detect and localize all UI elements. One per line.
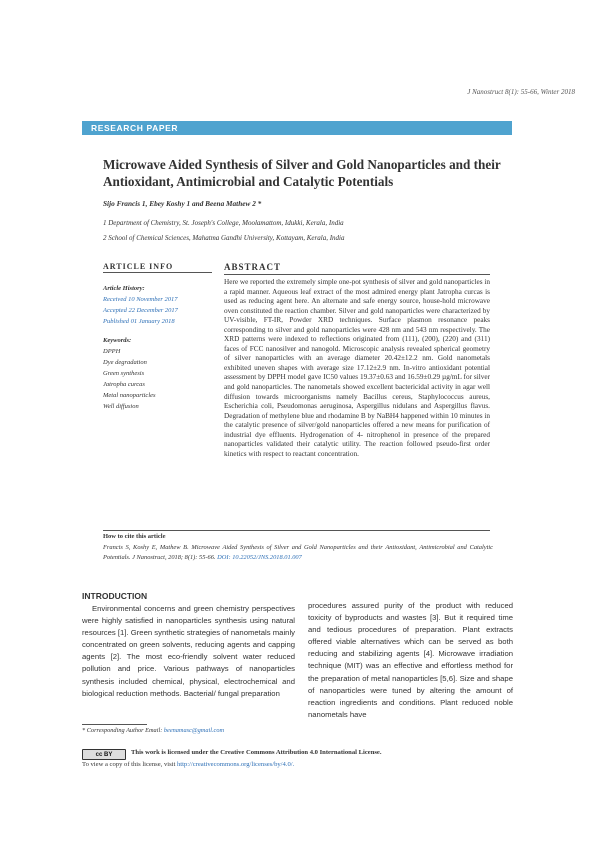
section-band-label: RESEARCH PAPER bbox=[91, 123, 179, 133]
keyword-item: DPPH bbox=[103, 348, 121, 355]
introduction-heading: INTRODUCTION bbox=[82, 591, 148, 601]
journal-reference: J Nanostruct 8(1): 55-66, Winter 2018 bbox=[467, 88, 575, 96]
license-url-link[interactable]: http://creativecommons.org/licenses/by/4.0/. bbox=[176, 761, 295, 768]
corresponding-author-footnote bbox=[82, 727, 224, 734]
citation-text bbox=[103, 543, 493, 562]
section-band bbox=[82, 121, 512, 135]
abstract-text: Here we reported the extremely simple one-pot synthesis of silver and gold nanoparticles in a rapid manner. Aqueous leaf extract of the most admired energy plant Jatropha curcas is used as reducing agent here. An alternate and safe energy source, house-hold microwave oven constituted the reaction chamber. Silver and gold nanoparticles were characterized by UV-visible, FT-IR, Powder XRD techniques. Surface plasmon resonance peaks corresponding to silver and gold nanoparticles were 428 nm and 543 nm respectively. The XRD patterns were indexed to reflections originated from (111), (200), (220) and (311) faces of FCC nanosilver and nanogold. Microscopic analysis revealed spherical geometry of silver nanoparticles with an average diameter 20.42±12.2 nm. Gold nanometals exhibited uneven shapes with average size 17.12±2.9 nm. In-vitro antioxidant potential assessment by DPPH model gave IC50 values 19.37±0.63 and 16.59±0.29 µg/mL for silver and gold nanoparticles. The nanometals showed excellent bactericidal activity in agar well diffusion towards microorganisms namely Bacillus cereus, Staphylococcus aureus, Escherichia coli, Pseudomonas aeruginosa, Aspergillus nidulans and Aspergillus flavus. Degradation of methylene blue and rhodamine B by NaBH4 happened within 10 minutes in the catalytic presence of silver/gold nanoparticles offered a new means for purification of industrial dye effluents. Hydrogenation of 4- nitrophenol in presence of the prepared nanoparticles validated their catalytic utility. The reaction followed pseudo-first order kinetics with respect to reactant concentration. bbox=[224, 278, 490, 458]
abstract-rule bbox=[224, 274, 490, 275]
keyword-item: Green synthesis bbox=[103, 370, 145, 377]
affiliation-2: 2 School of Chemical Sciences, Mahatma Gandhi University, Kottayam, Kerala, India bbox=[103, 234, 345, 242]
keyword-item: Well diffusion bbox=[103, 403, 139, 410]
history-accepted: Accepted 22 December 2017 bbox=[103, 307, 178, 314]
article-info-heading: ARTICLE INFO bbox=[103, 262, 174, 271]
footnote-rule bbox=[82, 724, 147, 725]
introduction-column-1: Environmental concerns and green chemistry perspectives were highly satisfied in nanoparticles synthesis using natural resources [1]. Green synthetic strategies of nanometals mainly concentrated on green solvents, reducing agents and capping agents [2]. The most eco-friendly solvent water reduced pollution and price. Various pathways of nanoparticles synthesis included chemical, physical, electrochemical and biological reduction methods. Bacterial/ fungal preparation bbox=[82, 604, 295, 698]
history-received: Received 10 November 2017 bbox=[103, 296, 178, 303]
authors: Sijo Francis 1, Ebey Koshy 1 and Beena Mathew 2 * bbox=[103, 199, 262, 208]
license-visit-line bbox=[82, 761, 294, 768]
abstract-heading: ABSTRACT bbox=[224, 262, 282, 272]
citation-heading: How to cite this article bbox=[103, 533, 166, 540]
citation-doi-link[interactable]: DOI: 10.22052/JNS.2018.01.007 bbox=[217, 553, 302, 561]
citation-rule bbox=[103, 530, 490, 531]
article-info-rule bbox=[103, 272, 212, 273]
keyword-item: Jatropha curcas bbox=[103, 381, 145, 388]
affiliation-1: 1 Department of Chemistry, St. Joseph's College, Moolamattom, Idukki, Kerala, India bbox=[103, 219, 344, 227]
keywords-heading: Keywords: bbox=[103, 337, 132, 344]
license-statement: This work is licensed under the Creative Commons Attribution 4.0 International License. bbox=[131, 749, 382, 756]
keyword-item: Metal nanoparticles bbox=[103, 392, 156, 399]
footnote-label: * Corresponding Author Email: bbox=[82, 727, 163, 734]
keyword-item: Dye degradation bbox=[103, 359, 147, 366]
citation-body: Francis S, Koshy E, Mathew B. Microwave Aided Synthesis of Silver and Gold Nanoparticles and their Antioxidant, Antimicrobial and Catalytic Potentials. J Nanostruct, 2018; 8(1): 55-66. bbox=[103, 544, 493, 561]
paper-title: Microwave Aided Synthesis of Silver and Gold Nanoparticles and their Antioxidant, Antimicrobial and Catalytic Potentials bbox=[103, 157, 501, 189]
footnote-email-link[interactable]: beenamasc@gmail.com bbox=[163, 727, 225, 734]
history-published: Published 01 January 2018 bbox=[103, 318, 175, 325]
cc-license-badge: cc BY bbox=[82, 749, 126, 760]
introduction-column-2: procedures assured purity of the product with reduced toxicity of byproducts and wastes [3]. But it required time and tedious procedures of preparation. Plant extracts offered viable alternatives which can be served as both reducing and stabilizing agents [4]. Microwave irradiation technique (MIT) was an effective and effortless method for the preparation of metal nanoparticles [5,6]. Size and shape of nanoparticles were tuned by altering the amount of reaction ingredients and conditions. Plant reduced noble nanometals have bbox=[308, 601, 513, 719]
license-visit-text: To view a copy of this license, visit bbox=[82, 761, 176, 768]
history-heading: Article History: bbox=[103, 285, 145, 292]
